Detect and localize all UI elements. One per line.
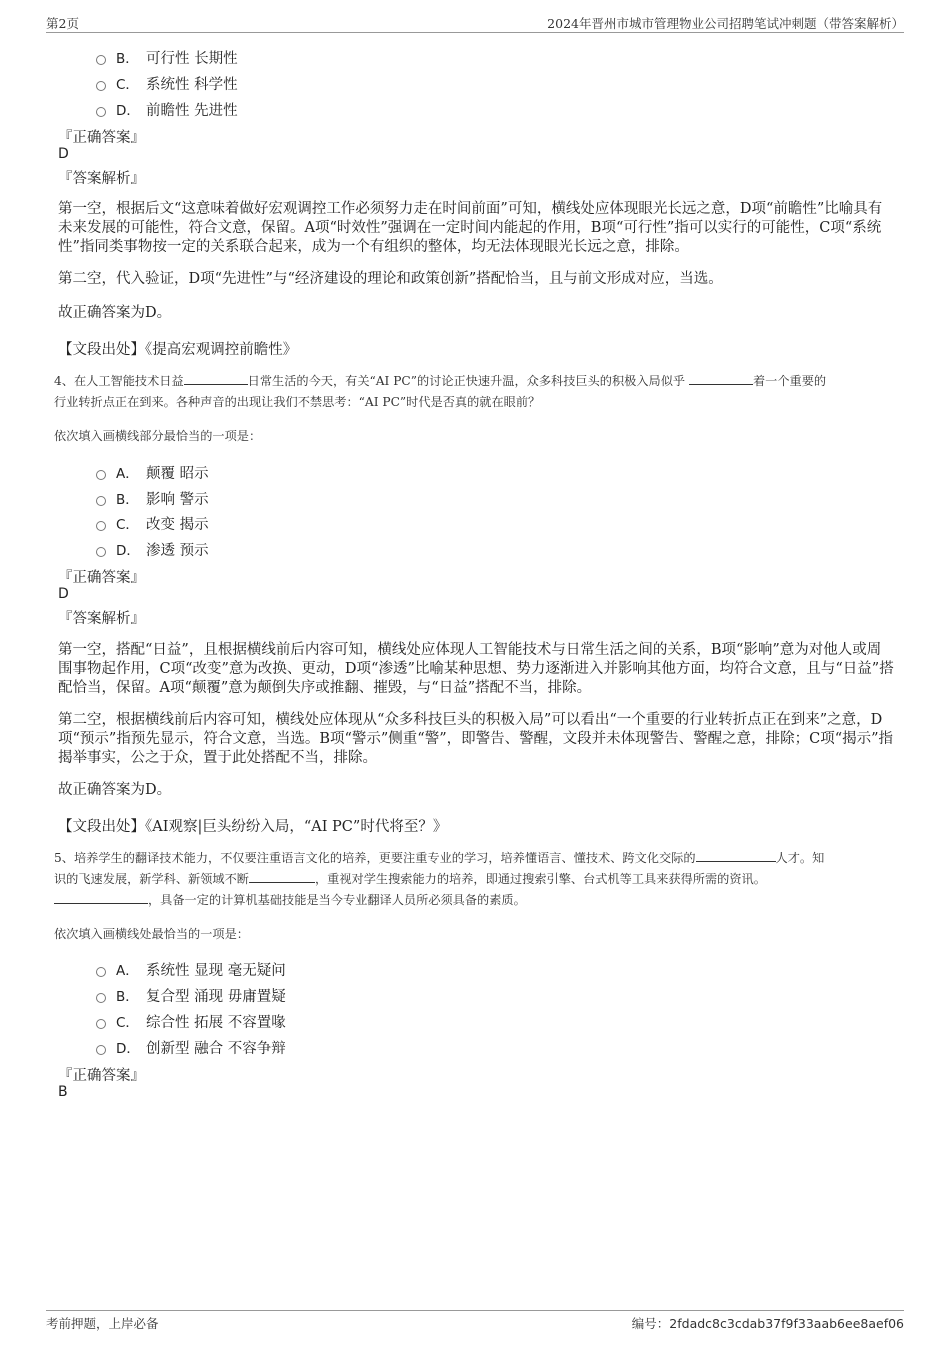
blank-line [54, 891, 148, 904]
q4-answer-label: 『正确答案』 [58, 570, 145, 586]
footer-slogan: 考前押题，上岸必备 [46, 1316, 159, 1331]
radio-icon[interactable] [96, 81, 106, 91]
q5-option-b[interactable]: B． 复合型 涌现 毋庸置疑 [96, 985, 286, 1005]
q3-analysis-label: 『答案解析』 [58, 171, 145, 187]
q4-option-b[interactable]: B． 影响 警示 [96, 488, 209, 508]
q3-option-d[interactable]: D． 前瞻性 先进性 [96, 99, 238, 119]
radio-icon[interactable] [96, 107, 106, 117]
q4-analysis-paragraph-2: 第二空，根据横线前后内容可知，横线处应体现从“众多科技巨头的积极入局”可以看出“一个重要的行业转折点正在到来”之意，D项“预示”指预先显示，符合文意，当选。B项“警示”侧重“警”，即警告、警醒，文段并未体现警告、警醒之意，排除；C项“揭示”指揭举事实，公之于众，置于此处搭配不当，排除。 [58, 712, 894, 766]
radio-icon[interactable] [96, 496, 106, 506]
q3-source: 【文段出处】《提高宏观调控前瞻性》 [58, 342, 298, 358]
q3-answer-label: 『正确答案』 [58, 130, 145, 146]
q3-option-b[interactable]: B． 可行性 长期性 [96, 47, 238, 67]
page-footer [46, 1310, 904, 1331]
q3-analysis-paragraph-3: 故正确答案为D。 [58, 305, 172, 321]
q5-option-c[interactable]: C． 综合性 拓展 不容置喙 [96, 1011, 286, 1031]
radio-icon[interactable] [96, 470, 106, 480]
q4-analysis-label: 『答案解析』 [58, 611, 145, 627]
q5-answer-label: 『正确答案』 [58, 1068, 145, 1084]
page-number: 第2页 [46, 16, 79, 31]
blank-line [696, 849, 776, 862]
q3-analysis-paragraph-2: 第二空，代入验证，D项“先进性”与“经济建设的理论和政策创新”搭配恰当，且与前文形成对应，当选。 [58, 271, 723, 287]
q5-prompt: 依次填入画横线处最恰当的一项是： [54, 927, 249, 941]
q4-analysis-paragraph-1: 第一空，搭配“日益”，且根据横线前后内容可知，横线处应体现人工智能技术与日常生活之间的关系，B项“影响”意为对他人或周围事物起作用，C项“改变”意为改换、更动，D项“渗透”比喻某种思想、势力逐渐进入并影响其他方面，均符合文意，且与“日益”搭配恰当，保留。A项“颠覆”意为颠倒失序或推翻、摧毁，与“日益”搭配不当，排除。 [58, 642, 894, 696]
q5-question: 5、培养学生的翻译技术能力，不仅要注重语言文化的培养，更要注重专业的学习，培养懂语言、懂技术、跨文化交际的 人才。知 识的飞速发展，新学科、新领域不断 ，重视对学生搜索能力的培养，即通过搜索引擎、台式机等工具来获得所需的资讯。 ，具备一定的计算机基础技能是当今专业翻译人员所必须具备的素质。 [54, 851, 825, 907]
q3-option-c[interactable]: C． 系统性 科学性 [96, 73, 238, 93]
blank-line [689, 372, 753, 385]
q3-analysis-paragraph-1: 第一空，根据后文“这意味着做好宏观调控工作必须努力走在时间前面”可知，横线处应体现眼光长远之意，D项“前瞻性”比喻具有未来发展的可能性，符合文意，保留。A项“时效性”强调在一定时间内能起的作用，B项“可行性”指可以实行的可能性，C项“系统性”指同类事物按一定的关系联合起来，成为一个有组织的整体，均无法体现眼光长远之意，排除。 [58, 201, 883, 255]
q5-answer: B [58, 1084, 68, 1100]
q4-answer: D [58, 586, 69, 602]
q4-source: 【文段出处】《AI观察|巨头纷纷入局，“AI PC”时代将至？》 [58, 819, 448, 835]
q4-analysis-paragraph-3: 故正确答案为D。 [58, 782, 172, 798]
q4-question: 4、在人工智能技术日益 日常生活的今天，有关“AI PC”的讨论正快速升温，众多科技巨头的积极入局似乎 着一个重要的 行业转折点正在到来。各种声音的出现让我们不禁思考：“AI PC”时代是否真的就在眼前？ [54, 374, 827, 409]
page-header [46, 14, 904, 33]
radio-icon[interactable] [96, 55, 106, 65]
radio-icon[interactable] [96, 1019, 106, 1029]
radio-icon[interactable] [96, 521, 106, 531]
blank-line [249, 870, 315, 883]
q4-prompt: 依次填入画横线部分最恰当的一项是： [54, 429, 262, 443]
q4-option-c[interactable]: C． 改变 揭示 [96, 513, 209, 533]
q3-answer: D [58, 146, 69, 162]
document-id: 编号：2fdadc8c3cdab37f9f33aab6ee8aef06 [631, 1316, 904, 1331]
radio-icon[interactable] [96, 1045, 106, 1055]
q4-option-d[interactable]: D． 渗透 预示 [96, 539, 209, 559]
q5-option-d[interactable]: D． 创新型 融合 不容争辩 [96, 1037, 286, 1057]
radio-icon[interactable] [96, 967, 106, 977]
q5-option-a[interactable]: A． 系统性 显现 毫无疑问 [96, 959, 286, 979]
blank-line [184, 372, 248, 385]
q4-option-a[interactable]: A． 颠覆 昭示 [96, 462, 209, 482]
radio-icon[interactable] [96, 993, 106, 1003]
radio-icon[interactable] [96, 547, 106, 557]
document-title: 2024年晋州市城市管理物业公司招聘笔试冲刺题（带答案解析） [547, 16, 904, 31]
